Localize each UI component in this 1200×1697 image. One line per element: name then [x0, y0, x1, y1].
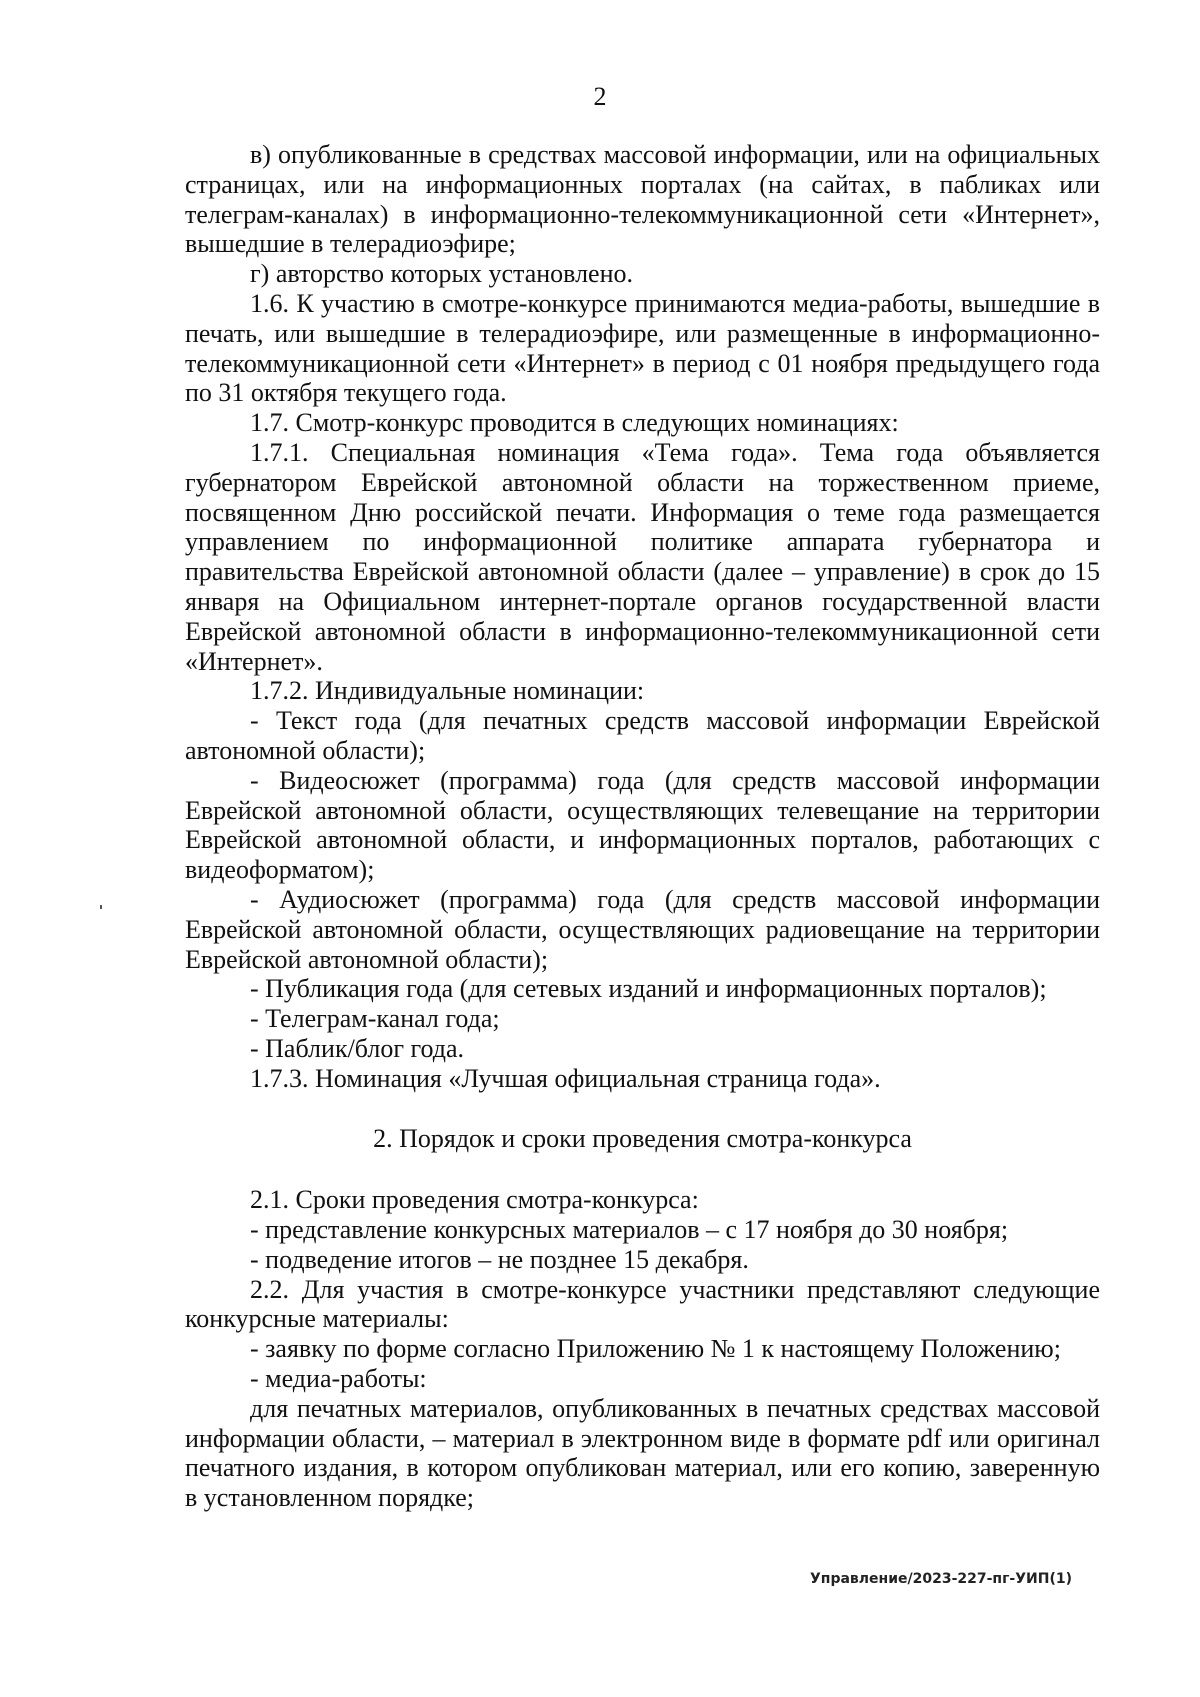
document-reference: Управление/2023-227-пг-УИП(1) — [809, 1571, 1072, 1587]
paragraph-2-2: 2.2. Для участия в смотре-конкурсе участники представляют следующие конкурсные материалы: — [185, 1274, 1100, 1334]
material-media-works: - медиа-работы: — [250, 1364, 427, 1394]
nomination-public-blog-of-year: - Паблик/блог года. — [250, 1033, 465, 1063]
section-title: 2. Порядок и сроки проведения смотра-конкурса — [373, 1123, 912, 1153]
page-number: 2 — [593, 82, 607, 111]
paragraph-authorship: г) авторство которых установлено. — [250, 259, 634, 289]
deadline-results: - подведение итогов – не позднее 15 декабря. — [250, 1244, 749, 1274]
material-application: - заявку по форме согласно Приложению № 1 к настоящему Положению; — [250, 1334, 1061, 1364]
nomination-publication-of-year: - Публикация года (для сетевых изданий и информационных порталов); — [250, 974, 1047, 1004]
paragraph-1-7-1: 1.7.1. Специальная номинация «Тема года». Тема года объявляется губернатором Еврейской автономной области на торжественном приеме, посвященном Дню российской печати. Информация о теме года размещается управлением по информационной политике аппарата губернатора и правительства Еврейской автономной области (далее – управление) в срок до 15 января на Официальном интернет-портале органов государственной власти Еврейской автономной области в информационно-телекоммуникационной сети «Интернет». — [185, 437, 1100, 676]
material-print: для печатных материалов, опубликованных в печатных средствах массовой информации области, – материал в электронном виде в формате pdf или оригинал печатного издания, в котором опубликован материал, или его копию, заверенную в установленном порядке; — [185, 1393, 1100, 1513]
nomination-telegram-of-year: - Телеграм-канал года; — [250, 1004, 500, 1034]
paragraph-1-7: 1.7. Смотр-конкурс проводится в следующих номинациях: — [250, 408, 899, 438]
paragraph-2-1: 2.1. Сроки проведения смотра-конкурса: — [250, 1185, 699, 1215]
paragraph-publication-channels: в) опубликованные в средствах массовой информации, или на официальных страницах, или на информационных порталах (на сайтах, в пабликах или телеграм-каналах) в информационно-телекоммуникационной сети «Интернет», вышедшие в телерадиоэфире; — [185, 140, 1100, 259]
paragraph-1-7-3: 1.7.3. Номинация «Лучшая официальная страница года». — [250, 1063, 881, 1093]
paragraph-1-7-2: 1.7.2. Индивидуальные номинации: — [250, 676, 645, 706]
deadline-submission: - представление конкурсных материалов – с 17 ноября до 30 ноября; — [250, 1215, 1009, 1245]
paragraph-1-6: 1.6. К участию в смотре-конкурсе принимаются медиа-работы, вышедшие в печать, или вышедшие в телерадиоэфире, или размещенные в информационно-телекоммуникационной сети «Интернет» в период с 01 ноября предыдущего года по 31 октября текущего года. — [185, 288, 1100, 408]
nomination-text-of-year: - Текст года (для печатных средств массовой информации Еврейской автономной области); — [185, 706, 1100, 765]
nomination-video-of-year: - Видеосюжет (программа) года (для средств массовой информации Еврейской автономной области, осуществляющих телевещание на территории Еврейской автономной области, и информационных порталов, работающих с видеоформатом); — [185, 765, 1100, 885]
scan-speck — [100, 905, 102, 909]
nomination-audio-of-year: - Аудиосюжет (программа) года (для средств массовой информации Еврейской автономной области, осуществляющих радиовещание на территории Еврейской автономной области); — [185, 884, 1100, 974]
document-body — [185, 140, 1100, 1513]
